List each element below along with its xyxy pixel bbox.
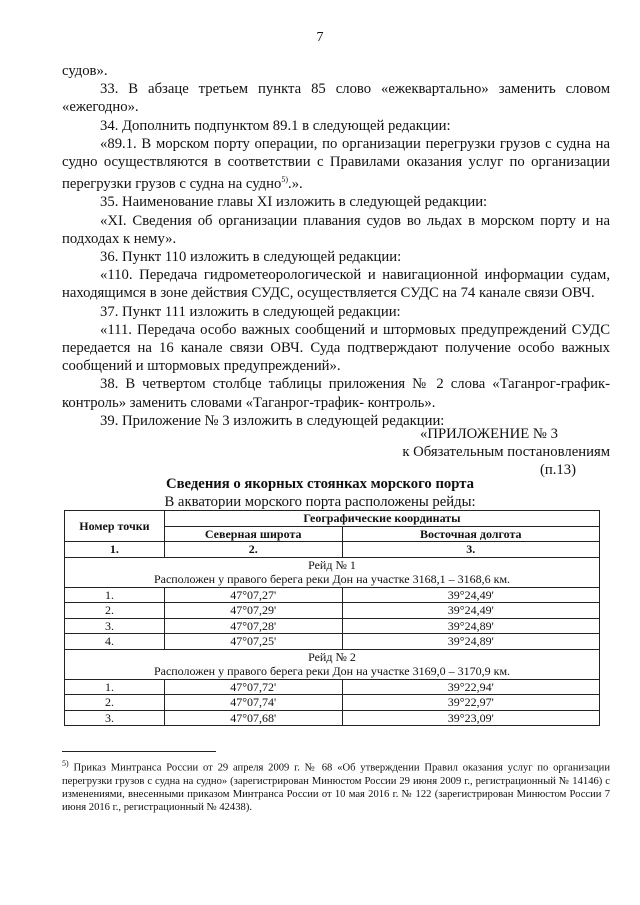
appendix-title: «ПРИЛОЖЕНИЕ № 3	[420, 426, 558, 442]
roadstead-location: Расположен у правого берега реки Дон на участке 3168,1 – 3168,6 км.	[153, 572, 511, 586]
latitude-cell: 47°07,29'	[164, 603, 342, 619]
point-number: 1.	[65, 587, 165, 603]
latitude-cell: 47°07,27'	[164, 587, 342, 603]
page-number: 7	[316, 30, 324, 45]
footnote-divider	[62, 751, 216, 752]
section-title: Сведения о якорных стоянках морского порта	[166, 476, 474, 492]
point-number: 2.	[65, 603, 165, 619]
latitude-cell: 47°07,28'	[164, 618, 342, 634]
paragraph: «111. Передача особо важных сообщений и штормовых предупреждений СУДС передается на 16 канале связи ОВЧ. Суда подтверждают получение особо важных сообщений и штормовых предупреждений».	[62, 321, 610, 375]
paragraph: «XI. Сведения об организации плавания судов во льдах в морском порту и на подходах к нему».	[62, 212, 610, 247]
paragraph-with-footnote	[62, 135, 610, 194]
latitude-cell: 47°07,74'	[164, 695, 342, 711]
col-index: 3.	[342, 542, 599, 558]
roadstead-name: Рейд № 2	[308, 649, 356, 664]
paragraph: 38. В четвертом столбце таблицы приложения № 2 слова «Таганрог-график-контроль» заменить словами «Таганрог-трафик- контроль».	[62, 376, 610, 411]
point-number: 3.	[65, 710, 165, 726]
longitude-cell: 39°24,49'	[342, 603, 599, 619]
longitude-cell: 39°24,89'	[342, 618, 599, 634]
col-header-number: Номер точки	[65, 511, 165, 542]
longitude-cell: 39°22,94'	[342, 679, 599, 695]
paragraph: 35. Наименование главы XI изложить в следующей редакции:	[100, 194, 488, 211]
roadstead-header	[65, 557, 600, 587]
paragraph: «110. Передача гидрометеорологической и навигационной информации судам, находящимся в зоне действия СУДС, осуществляется СУДС на 74 канале связи ОВЧ.	[62, 267, 610, 302]
table-row	[65, 618, 600, 634]
paragraph: 37. Пункт 111 изложить в следующей редакции:	[100, 303, 401, 320]
roadstead-name: Рейд № 1	[308, 557, 356, 572]
appendix-ref: (п.13)	[539, 462, 576, 479]
section-subtitle: В акватории морского порта расположены рейды:	[164, 494, 476, 510]
footnote-text: Приказ Минтранса России от 29 апреля 2009 г. № 68 «Об утверждении Правил оказания услуг по организации перегрузки грузов с судна на судно» (зарегистрирован Минюстом России 29 июня 2009 г., регистрационный № 14146) с изменениями, внесенными приказом Минтранса России от 10 мая 2016 г. № 122 (зарегистрирован Минюстом России 7 июня 2016 г., регистрационный № 42438).	[62, 762, 610, 814]
point-number: 1.	[65, 679, 165, 695]
paragraph-tail: .».	[288, 176, 303, 193]
col-header-coordinates: Географические координаты	[164, 511, 599, 527]
latitude-cell: 47°07,25'	[164, 634, 342, 650]
longitude-cell: 39°24,89'	[342, 634, 599, 650]
paragraph: судов».	[62, 63, 108, 79]
point-number: 3.	[65, 618, 165, 634]
longitude-cell: 39°22,97'	[342, 695, 599, 711]
table-row	[65, 710, 600, 726]
table-row	[65, 679, 600, 695]
paragraph: 33. В абзаце третьем пункта 85 слово «ежеквартально» заменить словом «ежегодно».	[62, 81, 610, 116]
paragraph: 36. Пункт 110 изложить в следующей редакции:	[100, 248, 402, 265]
col-index: 1.	[65, 542, 165, 558]
table-row	[65, 695, 600, 711]
point-number: 2.	[65, 695, 165, 711]
latitude-cell: 47°07,72'	[164, 679, 342, 695]
paragraph: 39. Приложение № 3 изложить в следующей редакции:	[100, 412, 445, 429]
appendix-header	[384, 425, 610, 480]
roadstead-header	[65, 649, 600, 679]
footnote-ref[interactable]: 5)	[281, 175, 289, 185]
point-number: 4.	[65, 634, 165, 650]
anchorage-table	[64, 510, 600, 726]
roadstead-location: Расположен у правого берега реки Дон на участке 3169,0 – 3170,9 км.	[153, 664, 511, 678]
table-row	[65, 587, 600, 603]
col-header-longitude: Восточная долгота	[342, 526, 599, 542]
col-index: 2.	[164, 542, 342, 558]
paragraph-text: «89.1. В морском порту операции, по организации перегрузки грузов с судна на судно осуществляются в соответствии с Правилами оказания услуг по организации перегрузки грузов с судна на судно	[62, 135, 610, 193]
paragraph: 34. Дополнить подпунктом 89.1 в следующей редакции:	[100, 117, 451, 134]
body-text	[62, 62, 610, 430]
roadstead-header-row	[65, 557, 600, 587]
table-body	[65, 557, 600, 726]
longitude-cell: 39°24,49'	[342, 587, 599, 603]
col-header-latitude: Северная широта	[164, 526, 342, 542]
appendix-subtitle: к Обязательным постановлениям	[402, 444, 610, 461]
latitude-cell: 47°07,68'	[164, 710, 342, 726]
roadstead-header-row	[65, 649, 600, 679]
table-row	[65, 603, 600, 619]
longitude-cell: 39°23,09'	[342, 710, 599, 726]
footnote	[62, 757, 610, 814]
footnote-mark: 5)	[62, 759, 69, 768]
table-row	[65, 634, 600, 650]
